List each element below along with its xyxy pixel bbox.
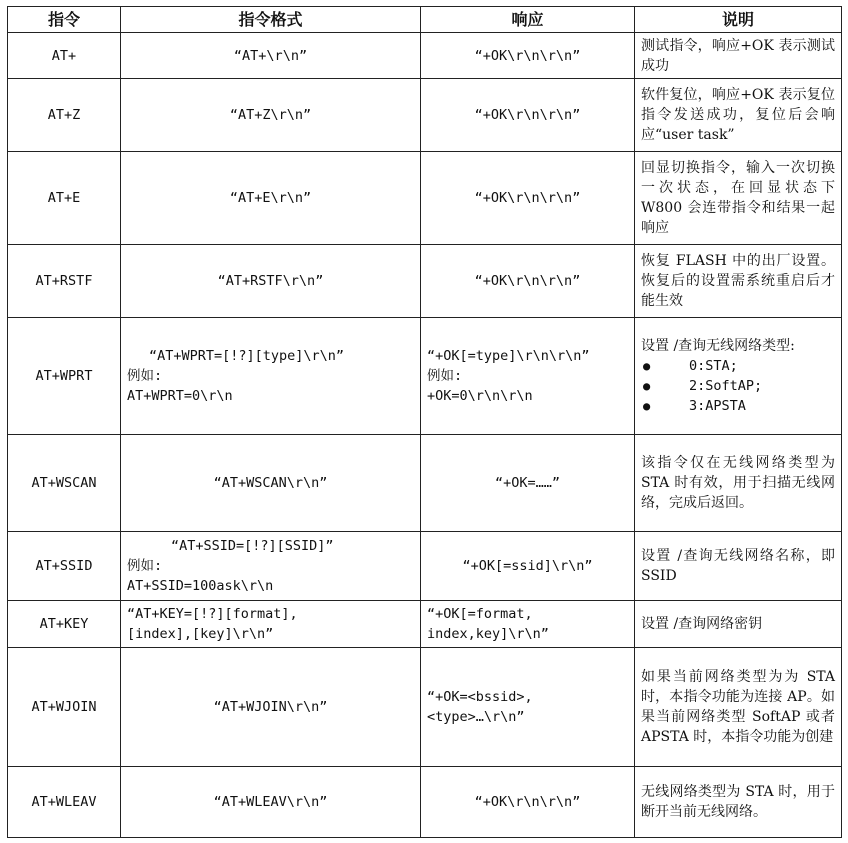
header-response: 响应 bbox=[421, 7, 635, 33]
response-line-2: index,key]\r\n” bbox=[427, 626, 549, 642]
cell-command: AT+Z bbox=[8, 79, 121, 152]
cell-command: AT+WJOIN bbox=[8, 648, 121, 767]
format-example: AT+SSID=100ask\r\n bbox=[127, 578, 274, 594]
cell-description: 如果当前网络类型为为 STA 时，本指令功能为连接 AP。如果当前网络类型 SoftAP 或者 APSTA 时，本指令功能为创建 bbox=[635, 648, 842, 767]
format-example-label: 例如: bbox=[127, 558, 163, 574]
table-row bbox=[8, 79, 842, 152]
list-item: ● 0:STA; bbox=[641, 356, 835, 376]
cell-response bbox=[421, 601, 635, 648]
table-row bbox=[8, 532, 842, 601]
cell-response bbox=[421, 648, 635, 767]
cell-format: “AT+WLEAV\r\n” bbox=[121, 767, 421, 838]
cell-response: “+OK\r\n\r\n” bbox=[421, 33, 635, 79]
cell-format bbox=[121, 318, 421, 435]
cell-description: 测试指令，响应+OK 表示测试成功 bbox=[635, 33, 842, 79]
response-example-label: 例如: bbox=[427, 368, 463, 384]
cell-description: 恢复 FLASH 中的出厂设置。恢复后的设置需系统重启后才能生效 bbox=[635, 245, 842, 318]
cell-response: “+OK\r\n\r\n” bbox=[421, 79, 635, 152]
cell-format bbox=[121, 532, 421, 601]
cell-description: 回显切换指令，输入一次切换一次状态，在回显状态下 W800 会连带指令和结果一起响应 bbox=[635, 152, 842, 245]
response-line-1: “+OK[=format, bbox=[427, 606, 533, 622]
table-header-row bbox=[8, 7, 842, 33]
cell-description: 软件复位，响应+OK 表示复位指令发送成功，复位后会响应“user task” bbox=[635, 79, 842, 152]
type-options-list bbox=[641, 356, 835, 416]
table-row bbox=[8, 318, 842, 435]
cell-command: AT+WLEAV bbox=[8, 767, 121, 838]
format-line-2: [index],[key]\r\n” bbox=[127, 626, 274, 642]
cell-response: “+OK[=ssid]\r\n” bbox=[421, 532, 635, 601]
response-example: +OK=0\r\n\r\n bbox=[427, 388, 533, 404]
cell-command: AT+WSCAN bbox=[8, 435, 121, 532]
list-item: ● 2:SoftAP; bbox=[641, 376, 835, 396]
cell-description: 设置 /查询网络密钥 bbox=[635, 601, 842, 648]
header-format: 指令格式 bbox=[121, 7, 421, 33]
cell-format: “AT+\r\n” bbox=[121, 33, 421, 79]
cell-format: “AT+E\r\n” bbox=[121, 152, 421, 245]
header-command: 指令 bbox=[8, 7, 121, 33]
table-row bbox=[8, 767, 842, 838]
format-example-label: 例如: bbox=[127, 368, 163, 384]
cell-format: “AT+RSTF\r\n” bbox=[121, 245, 421, 318]
cell-response: “+OK\r\n\r\n” bbox=[421, 245, 635, 318]
cell-response: “+OK\r\n\r\n” bbox=[421, 767, 635, 838]
cell-command: AT+WPRT bbox=[8, 318, 121, 435]
cell-format bbox=[121, 601, 421, 648]
cell-command: AT+ bbox=[8, 33, 121, 79]
cell-command: AT+KEY bbox=[8, 601, 121, 648]
cell-description bbox=[635, 318, 842, 435]
header-description: 说明 bbox=[635, 7, 842, 33]
cell-command: AT+E bbox=[8, 152, 121, 245]
table-row bbox=[8, 435, 842, 532]
table-row bbox=[8, 152, 842, 245]
cell-response bbox=[421, 318, 635, 435]
format-main: “AT+SSID=[!?][SSID]” bbox=[171, 538, 334, 554]
cell-response: “+OK\r\n\r\n” bbox=[421, 152, 635, 245]
cell-command: AT+SSID bbox=[8, 532, 121, 601]
cell-format: “AT+WJOIN\r\n” bbox=[121, 648, 421, 767]
at-command-table bbox=[7, 6, 842, 838]
cell-description: 无线网络类型为 STA 时，用于断开当前无线网络。 bbox=[635, 767, 842, 838]
description-text: 设置 /查询无线网络类型: bbox=[641, 338, 795, 354]
format-example: AT+WPRT=0\r\n bbox=[127, 388, 233, 404]
table-row bbox=[8, 648, 842, 767]
cell-description: 该指令仅在无线网络类型为 STA 时有效，用于扫描无线网络，完成后返回。 bbox=[635, 435, 842, 532]
list-item: ● 3:APSTA bbox=[641, 396, 835, 416]
cell-format: “AT+WSCAN\r\n” bbox=[121, 435, 421, 532]
table-row bbox=[8, 245, 842, 318]
format-main: “AT+WPRT=[!?][type]\r\n” bbox=[149, 348, 345, 364]
response-line-1: “+OK=<bssid>, bbox=[427, 689, 533, 705]
cell-response: “+OK=……” bbox=[421, 435, 635, 532]
response-main: “+OK[=type]\r\n\r\n” bbox=[427, 348, 590, 364]
format-line-1: “AT+KEY=[!?][format], bbox=[127, 606, 298, 622]
response-line-2: <type>…\r\n” bbox=[427, 709, 525, 725]
cell-format: “AT+Z\r\n” bbox=[121, 79, 421, 152]
table-row bbox=[8, 33, 842, 79]
cell-description: 设置 /查询无线网络名称，即 SSID bbox=[635, 532, 842, 601]
table-row bbox=[8, 601, 842, 648]
cell-command: AT+RSTF bbox=[8, 245, 121, 318]
